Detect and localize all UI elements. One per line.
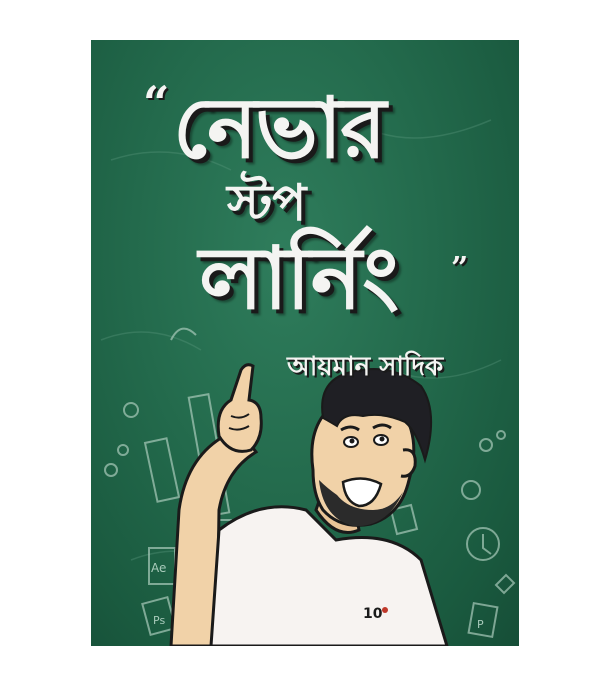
title-line-3: লার্নিং (199, 229, 397, 329)
closing-quote-mark: ” (451, 251, 469, 286)
author-name: আয়মান সাদিক (287, 352, 444, 382)
white-shirt (211, 507, 447, 646)
title-line-2: স্টপ (227, 174, 307, 232)
pointing-hand (218, 365, 261, 452)
title-line-1: নেভার (173, 79, 385, 177)
doodle-ps-label: Ps (153, 614, 166, 627)
doodle-ae-label: Ae (151, 561, 167, 575)
doodle-p-label: P (477, 618, 484, 631)
book-cover (91, 40, 519, 646)
opening-quote-mark: “ (143, 76, 170, 130)
jersey-number: 10 (363, 606, 383, 622)
